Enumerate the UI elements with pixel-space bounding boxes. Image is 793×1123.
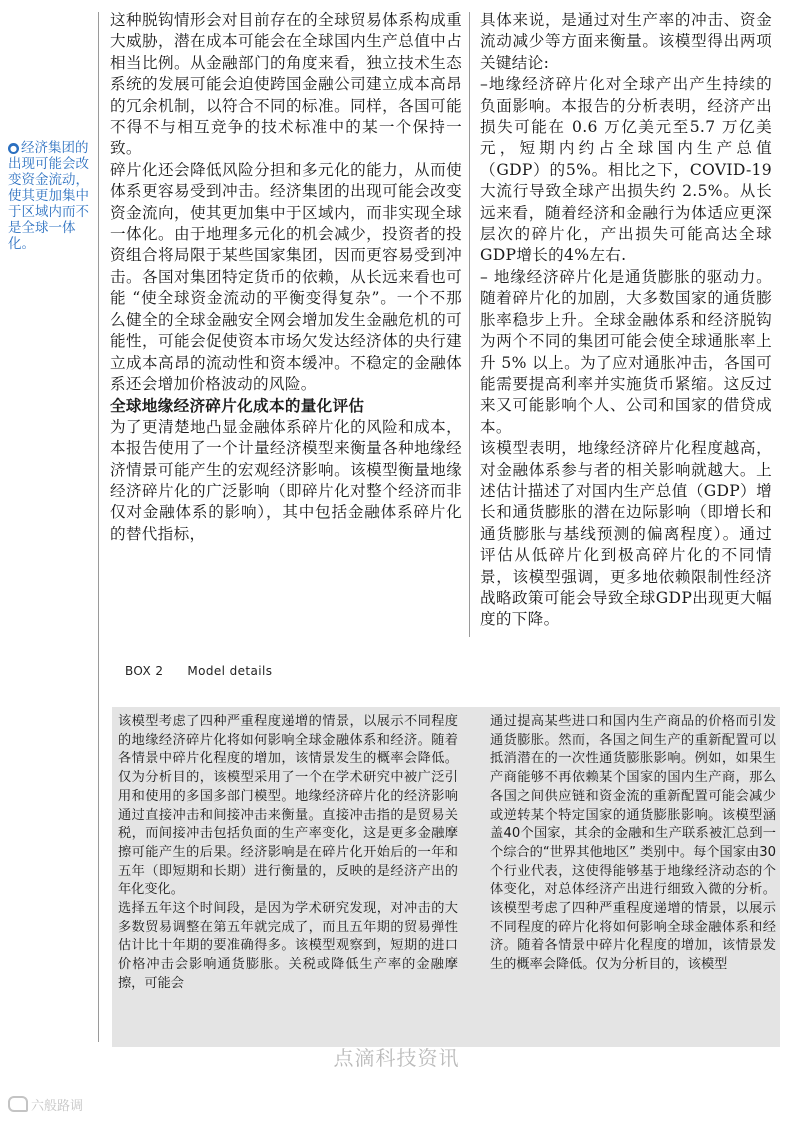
left-column bbox=[110, 10, 462, 545]
box-left-column bbox=[118, 713, 458, 994]
box-title: Model details bbox=[187, 664, 273, 678]
box-number: BOX 2 bbox=[125, 664, 164, 678]
margin-note-text: 经济集团的出现可能会改变资金流动，使其更加集中于区域内而不是全球一体化。 bbox=[8, 140, 89, 252]
box-right-paragraph-1: 通过提高某些进口和国内生产商品的价格而引发通货膨胀。然而，各国之间生产的重新配置可以抵消潜在的一次性通货膨胀影响。例如，如果生产商能够不再依赖某个国家的国内生产商，那么各国之间供应链和资金流的重新配置可能会减少或逆转某个特定国家的通货膨胀影响。该模型涵盖40个国家，其余的金融和生产联系被汇总到一个综合的“世界其他地区” 类别中。每个国家由30个行业代表，这使得能够基于地缘经济动态的个体变化，对总体经济产出进行细致入微的分析。该模型考虑了四种严重程度递增的情景，以展示不同程度的碎片化将如何影响全球金融体系和经济。随着各情景中碎片化程度的增加，该情景发生的概率会降低。仅为分析目的，该模型 bbox=[490, 714, 776, 973]
box-right-column bbox=[490, 713, 776, 975]
right-paragraph-4: 该模型表明，地缘经济碎片化程度越高，对金融体系参与者的相关影响就越大。上述估计描述了对国内生产总值（GDP）增长和通货膨胀的潜在边际影响（即增长和通货膨胀与基线预测的偏离程度）。通过评估从低碎片化到极高碎片化的不同情景，该模型强调，更多地依赖限制性经济战略政策可能会导致全球GDP出现更大幅度的下降。 bbox=[480, 439, 772, 629]
left-margin-rule bbox=[98, 12, 99, 1042]
right-column bbox=[480, 10, 772, 631]
left-paragraph-2: 碎片化还会降低风险分担和多元化的能力，从而使体系更容易受到冲击。经济集团的出现可能会改变资金流向，使其更加集中于区域内，而非实现全球一体化。由于地理多元化的机会减少，投资者的投资组合将局限于某些国家集团，因而更容易受到冲击。各国对集团特定货币的依赖，从长远来看也可能 “使全球资金流动的平衡变得复杂”。一个不那么健全的全球金融安全网会增加发生金融危机的可能性，可能会促使资本市场欠发达经济体的央行建立成本高昂的流动性和资本缓冲。不稳定的金融体系还会增加价格波动的风险。 bbox=[110, 160, 462, 393]
box-left-paragraph-1: 该模型考虑了四种严重程度递增的情景，以展示不同程度的地缘经济碎片化将如何影响全球金融体系和经济。随着各情景中碎片化程度的增加，该情景发生的概率会降低。仅为分析目的，该模型采用了一个在学术研究中被广泛引用和使用的多国多部门模型。地缘经济碎片化的经济影响通过直接冲击和间接冲击来衡量。直接冲击指的是贸易关税，而间接冲击包括负面的生产率变化，这是更多金融摩擦可能产生的后果。经济影响是在碎片化开始后的一年和五年（即短期和长期）进行衡量的，反映的是经济产出的年化变化。 bbox=[118, 714, 458, 898]
box-label bbox=[125, 664, 272, 678]
right-paragraph-2: –地缘经济碎片化对全球产出产生持续的负面影响。本报告的分析表明，经济产出损失可能在 0.6 万亿美元至5.7 万亿美元，短期内约占全球国内生产总值（GDP）的5%。相比之下，COVID-19 大流行导致全球产出损失约 2.5%。从长远来看，随着经济和金融行为体适应更深层次的碎片化，产出损失可能高达全球GDP增长的4%左右. bbox=[480, 75, 772, 265]
corner-watermark-text: 六般路调 bbox=[31, 1099, 84, 1114]
margin-note bbox=[8, 140, 96, 252]
section-heading: 全球地缘经济碎片化成本的量化评估 bbox=[110, 396, 365, 416]
left-paragraph-1: 这种脱钩情形会对目前存在的全球贸易体系构成重大威胁，潜在成本可能会在全球国内生产总值中占相当比例。从金融部门的角度来看，独立技术生态系统的发展可能会迫使跨国金融公司建立成本高昂的冗余机制，以符合不同的标准。同样，各国可能不得不与相互竞争的技术标准中的某一个保持一致。 bbox=[110, 11, 462, 158]
box-left-paragraph-2: 选择五年这个时间段，是因为学术研究发现，对冲击的大多数贸易调整在第五年就完成了，而且五年期的贸易弹性估计比十年期的要准确得多。该模型观察到，短期的进口价格冲击会影响通货膨胀。关税或降低生产率的金融摩擦，可能会 bbox=[118, 901, 458, 991]
watermark: 点滴科技资讯 bbox=[333, 1046, 460, 1070]
left-paragraph-3: 为了更清楚地凸显金融体系碎片化的风险和成本，本报告使用了一个计量经济模型来衡量各种地缘经济情景可能产生的宏观经济影响。该模型衡量地缘经济碎片化的广泛影响（即碎片化对整个经济而非仅对金融体系的影响），其中包括金融体系碎片化的替代指标， bbox=[110, 417, 462, 543]
right-paragraph-1: 具体来说，是通过对生产率的冲击、资金流动减少等方面来衡量。该模型得出两项关键结论: bbox=[480, 11, 772, 72]
right-paragraph-3: – 地缘经济碎片化是通货膨胀的驱动力。随着碎片化的加剧，大多数国家的通货膨胀率稳步上升。全球金融体系和经济脱钩为两个不同的集团可能会使全球通胀率上升 5% 以上。为了应对通胀冲击，各国可能需要提高利率并实施货币紧缩。这反过来又可能影响个人、公司和国家的借贷成本。 bbox=[480, 267, 772, 436]
column-divider-rule bbox=[469, 12, 470, 637]
note-bullet-icon: ● bbox=[8, 143, 19, 154]
corner-watermark bbox=[8, 1095, 83, 1114]
speech-bubble-icon bbox=[8, 1096, 28, 1112]
